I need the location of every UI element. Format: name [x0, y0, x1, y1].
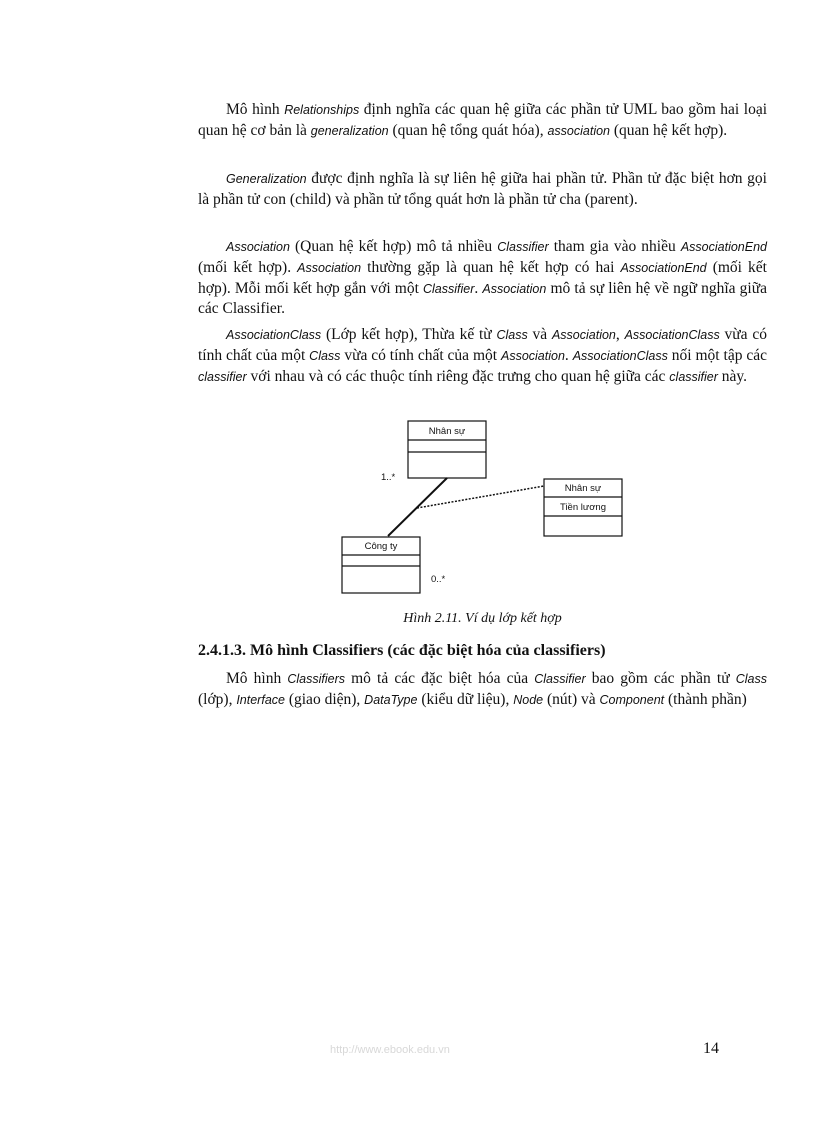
- figure-caption: Hình 2.11. Ví dụ lớp kết hợp: [403, 611, 562, 626]
- multiplicity-bottom: 0..*: [431, 574, 446, 585]
- class-cong-ty-name: Công ty: [364, 541, 398, 552]
- class-nhan-su-box: [408, 421, 486, 478]
- class-nhan-su-name: Nhân sự: [428, 426, 466, 437]
- multiplicity-top: 1..*: [381, 472, 396, 483]
- paragraph-classifiers: Mô hình Classifiers mô tả các đặc biệt hóa của Classifier bao gồm các phần tử Class (lớp), Interface (giao diện), DataType (kiểu dữ liệu), Node (nút) và Component (thành phần): [198, 670, 767, 708]
- association-class-box: [544, 479, 622, 536]
- footer-watermark-url: http://www.ebook.edu.vn: [330, 1044, 450, 1056]
- paragraph-generalization: Generalization được định nghĩa là sự liên hệ giữa hai phần tử. Phần tử đặc biệt hơn gọi là phần tử con (child) và phần tử tổng quát hơn là phần tử cha (parent).: [198, 170, 767, 208]
- class-cong-ty-box: [342, 537, 420, 593]
- association-line: [388, 478, 447, 536]
- paragraph-association: Association (Quan hệ kết hợp) mô tả nhiều Classifier tham gia vào nhiều AssociationEnd (mối kết hợp). Association thường gặp là quan hệ kết hợp có hai AssociationEnd (mối kết hợp). Mỗi mối kết hợp gắn với một Classifier. Association mô tả sự liên hệ về ngữ nghĩa giữa các Classifier.: [198, 238, 767, 318]
- paragraph-relationships: Mô hình Relationships định nghĩa các quan hệ giữa các phần tử UML bao gồm hai loại quan hệ cơ bản là generalization (quan hệ tổng quát hóa), association (quan hệ kết hợp).: [198, 101, 768, 139]
- paragraph-association-class: AssociationClass (Lớp kết hợp), Thừa kế từ Class và Association, AssociationClass vừa có tính chất của một Class vừa có tính chất của một Association. AssociationClass nối một tập các classifier với nhau và có các thuộc tính riêng đặc trưng cho quan hệ giữa các classifier này.: [198, 326, 767, 385]
- association-class-name: Nhân sự: [564, 483, 602, 494]
- page-number: 14: [703, 1040, 719, 1057]
- association-class-attribute: Tiền lương: [559, 502, 607, 513]
- section-heading: 2.4.1.3. Mô hình Classifiers (các đặc biệt hóa của classifiers): [198, 642, 606, 659]
